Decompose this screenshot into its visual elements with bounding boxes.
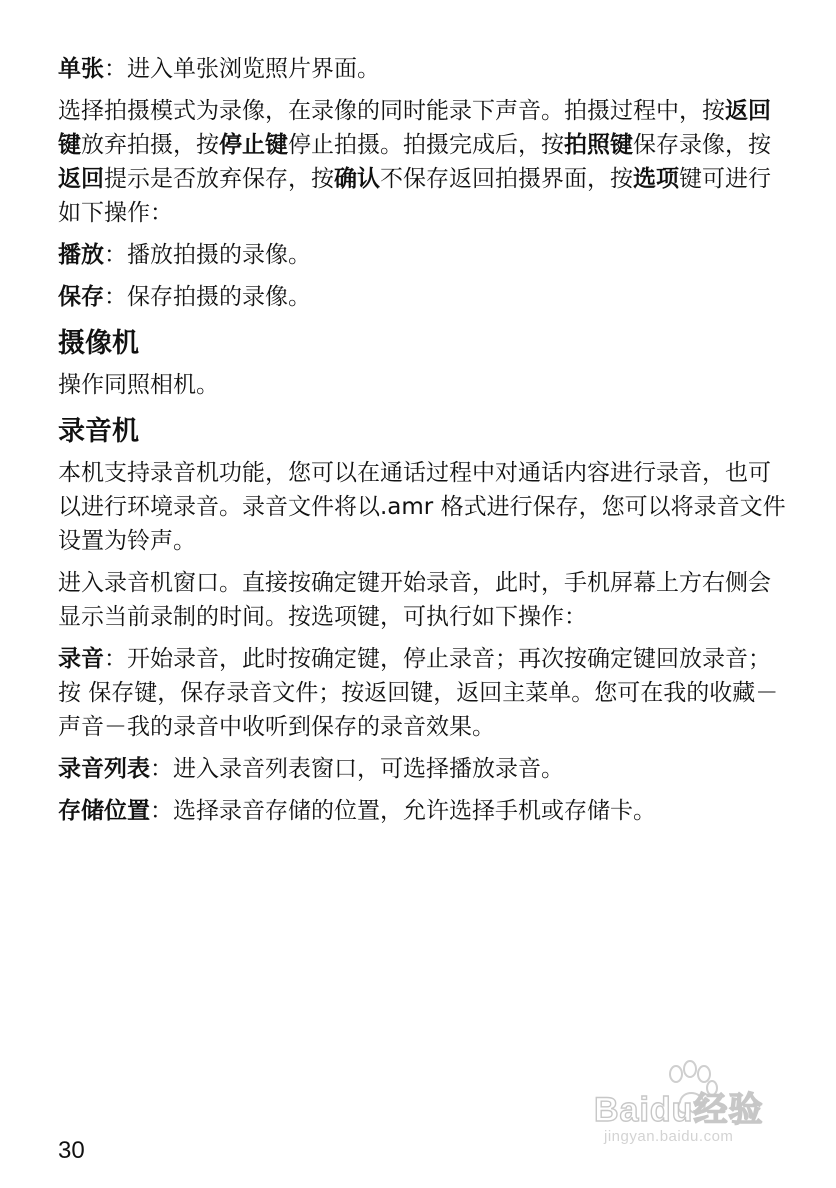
body-text: 放弃拍摄，按	[81, 132, 219, 158]
paragraph-record	[58, 642, 788, 744]
key-name: 停止键	[219, 132, 288, 158]
term-label: 存储位置	[58, 798, 150, 824]
paragraph-save	[58, 280, 788, 314]
baidu-jingyan-watermark	[590, 1060, 790, 1160]
term-description: 开始录音，此时按确定键，停止录音；再次按确定键回放录音；按 保存键，保存录音文件；按返回键，返回主菜单。您可在我的收藏－声音－我的录音中收听到保存的录音效果。	[58, 646, 779, 740]
paragraph-recorder-intro: 本机支持录音机功能，您可以在通话过程中对通话内容进行录音，也可以进行环境录音。录音文件将以.amr 格式进行保存，您可以将录音文件设置为铃声。	[58, 460, 786, 554]
term-label: 录音	[58, 646, 104, 672]
term-description: 选择录音存储的位置，允许选择手机或存储卡。	[173, 798, 656, 824]
term-description: 进入录音列表窗口，可选择播放录音。	[173, 756, 564, 782]
term-label: 播放	[58, 242, 104, 268]
key-name: 选项	[633, 166, 679, 192]
body-text: 保存录像，按	[633, 132, 771, 158]
section-heading-recorder: 录音机	[58, 416, 139, 447]
key-name: 拍照键	[564, 132, 633, 158]
paragraph-record-list	[58, 752, 788, 786]
paragraph-storage-location	[58, 794, 788, 828]
term-separator: ：	[104, 284, 127, 310]
body-text: 选择拍摄模式为录像，在录像的同时能录下声音。拍摄过程中，按	[58, 98, 725, 124]
body-text: 提示是否放弃保存，按	[104, 166, 334, 192]
term-separator: ：	[104, 646, 127, 672]
term-description: 进入单张浏览照片界面。	[127, 56, 380, 82]
term-separator: ：	[104, 56, 127, 82]
term-separator: ：	[150, 798, 173, 824]
term-description: 保存拍摄的录像。	[127, 284, 311, 310]
term-label: 录音列表	[58, 756, 150, 782]
key-name: 确认	[334, 166, 380, 192]
term-separator: ：	[150, 756, 173, 782]
term-separator: ：	[104, 242, 127, 268]
paragraph-play	[58, 238, 788, 272]
page-number: 30	[58, 1137, 85, 1164]
paragraph-single-view	[58, 52, 788, 86]
term-description: 播放拍摄的录像。	[127, 242, 311, 268]
body-text: 不保存返回拍摄界面，按	[380, 166, 633, 192]
term-label: 保存	[58, 284, 104, 310]
section-heading-camcorder: 摄像机	[58, 328, 139, 359]
key-name: 返回	[58, 166, 104, 192]
watermark-url-text: jingyan.baidu.com	[604, 1128, 734, 1145]
body-text: 键可进行如下操作：	[58, 166, 771, 226]
term-label: 单张	[58, 56, 104, 82]
paragraph-recorder-window: 进入录音机窗口。直接按确定键开始录音，此时，手机屏幕上方右侧会显示当前录制的时间。按选项键，可执行如下操作：	[58, 570, 771, 630]
body-text: 停止拍摄。拍摄完成后，按	[288, 132, 564, 158]
key-name: 返回键	[58, 98, 771, 158]
paragraph-video-mode	[58, 94, 788, 230]
manual-page-content	[58, 52, 788, 828]
paragraph-camcorder: 操作同照相机。	[58, 372, 219, 398]
watermark-brand-text: Baidu经验	[594, 1091, 764, 1129]
